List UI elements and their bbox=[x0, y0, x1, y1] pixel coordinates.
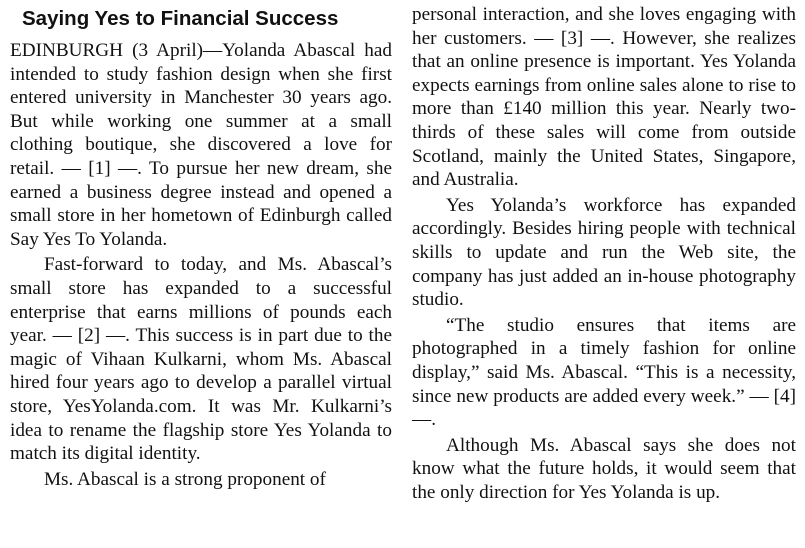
left-column bbox=[10, 0, 392, 491]
paragraph-6: Although Ms. Abascal says she does not know what the future holds, it would seem that the only direction for Yes Yolanda is up. bbox=[412, 434, 796, 503]
paragraph-5: “The studio ensures that items are photographed in a timely fashion for online display,” said Ms. Abascal. “This is a necessity, since new products are added every week.” — [4] —. bbox=[412, 314, 796, 431]
paragraph-1: EDINBURGH (3 April)—Yolanda Abascal had intended to study fashion design when she first entered university in Manchester 30 years ago. But while working one summer at a small clothing boutique, she discovered a love for retail. — [1] —. To pursue her new dream, she earned a business degree instead and opened a small store in her hometown of Edinburgh called Say Yes To Yolanda. bbox=[10, 40, 392, 250]
right-column bbox=[412, 0, 796, 504]
paragraph-2: Fast-forward to today, and Ms. Abascal’s small store has expanded to a successful enterprise that earns millions of pounds each year. — [2] —. This success is in part due to the magic of Vihaan Kulkarni, whom Ms. Abascal hired four years ago to develop a parallel virtual store, YesYolanda.com. It was Mr. Kulkarni’s idea to rename the flagship store Yes Yolanda to match its digital identity. bbox=[10, 254, 392, 465]
article-title: Saying Yes to Financial Success bbox=[22, 7, 339, 30]
paragraph-3-continued: personal interaction, and she loves engaging with her customers. — [3] —. However, she realizes that an online presence is important. Yes Yolanda expects earnings from online sales alone to rise to more than £140 million this year. Nearly two-thirds of these sales will come from outside Scotland, mainly the United States, Singapore, and Australia. bbox=[412, 4, 796, 191]
paragraph-4: Yes Yolanda’s workforce has expanded accordingly. Besides hiring people with technical skills to update and run the Web site, the company has just added an in-house photography studio. bbox=[412, 194, 796, 311]
paragraph-3-start: Ms. Abascal is a strong proponent of bbox=[44, 468, 326, 490]
